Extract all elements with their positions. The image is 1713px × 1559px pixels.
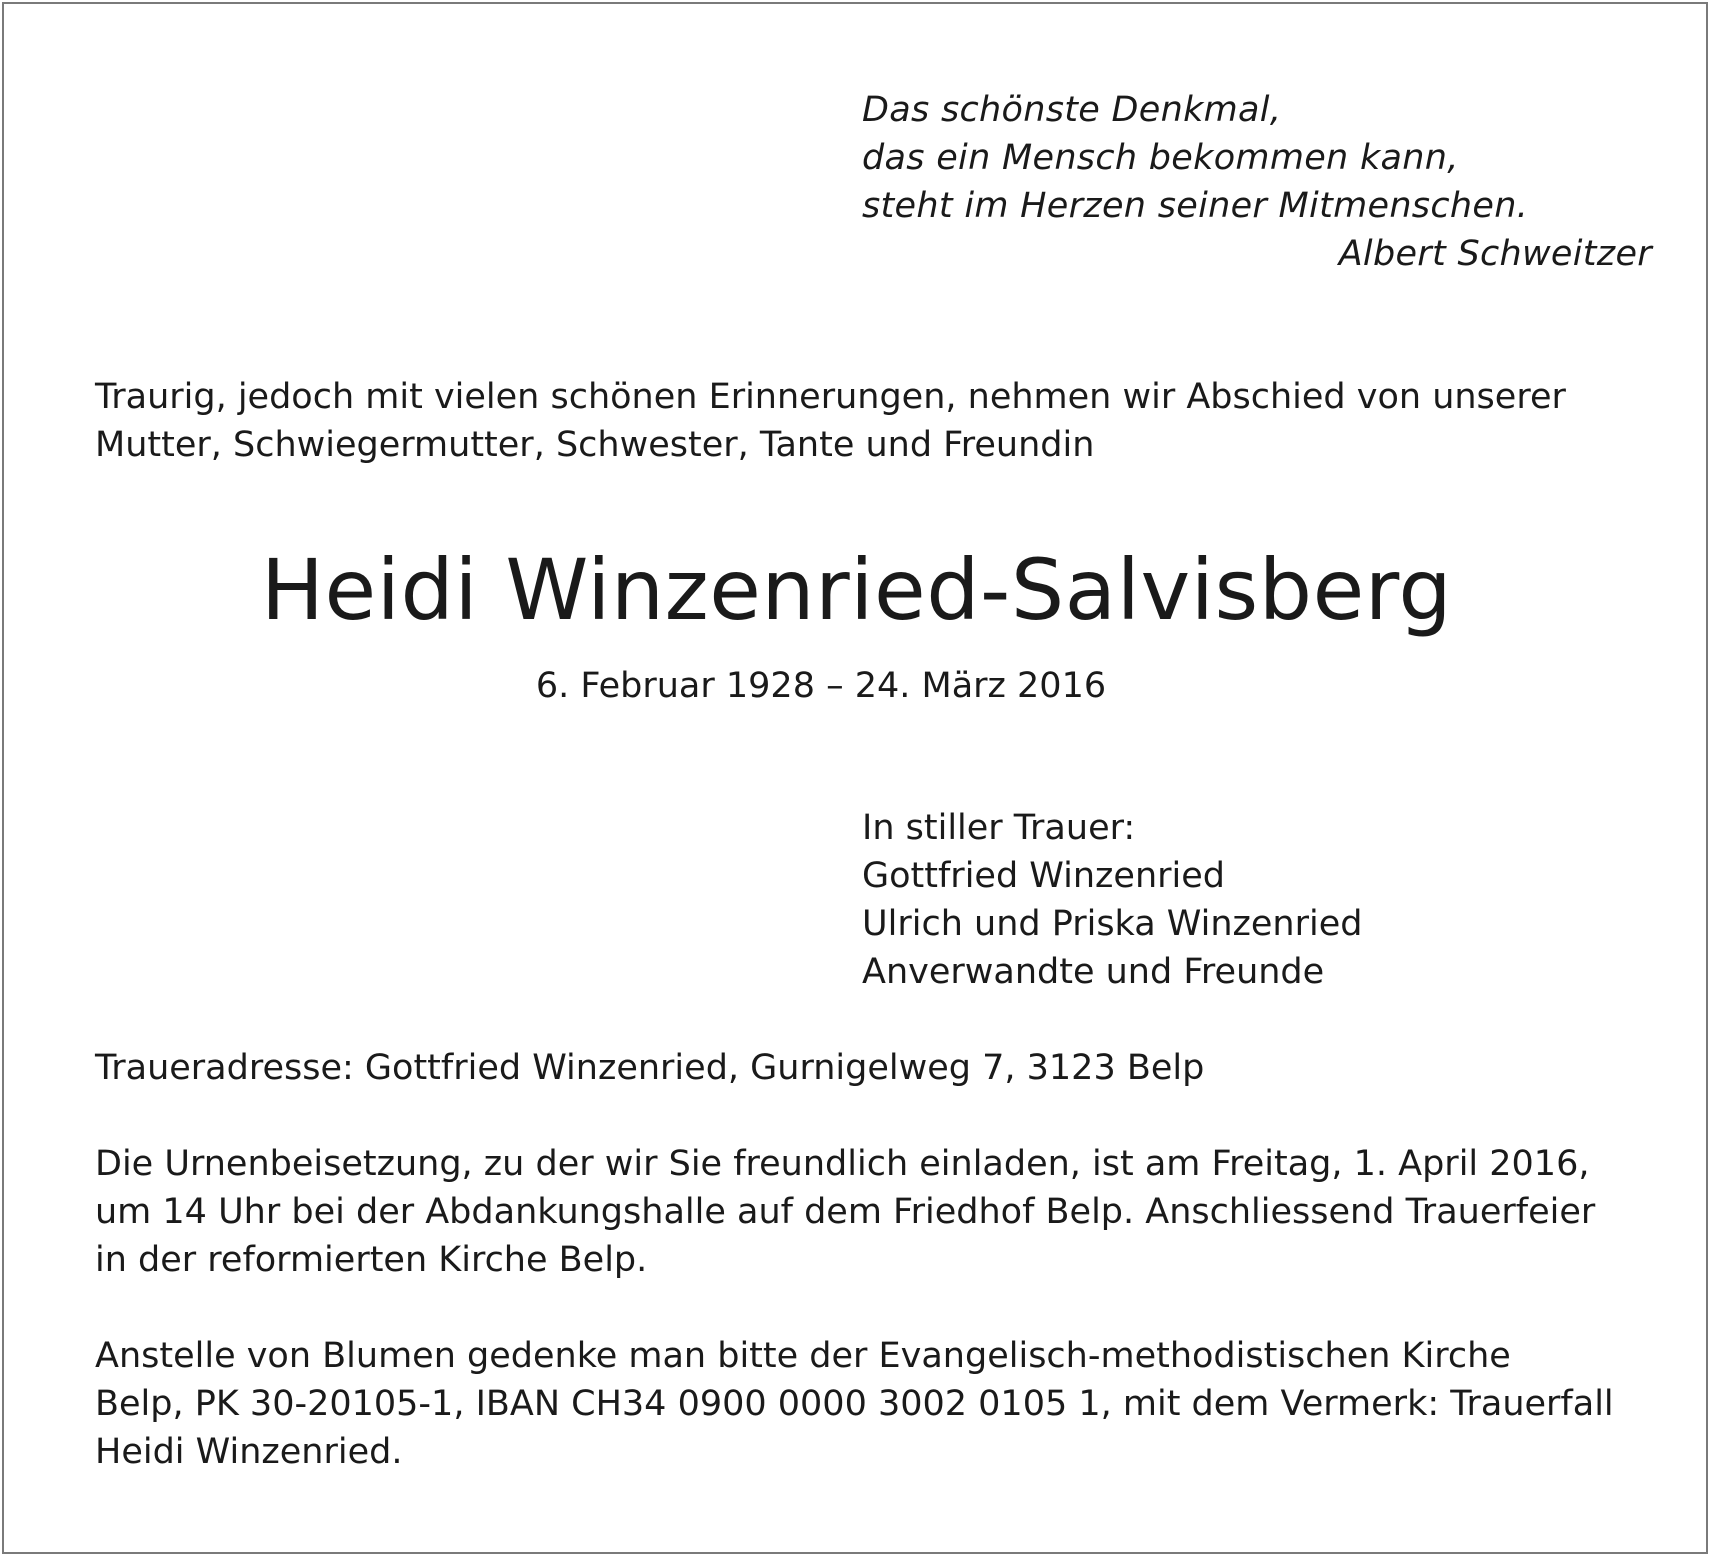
quote-line: steht im Herzen seiner Mitmenschen. <box>862 186 1529 226</box>
quote-line: Das schönste Denkmal, <box>862 90 1282 130</box>
intro-paragraph <box>95 373 1655 469</box>
burial-line: um 14 Uhr bei der Abdankungshalle auf dem Friedhof Belp. Anschliessend Trauerfeier <box>95 1192 1596 1232</box>
donation-line: Heidi Winzenried. <box>95 1432 403 1472</box>
deceased-name: Heidi Winzenried-Salvisberg <box>260 541 1453 639</box>
burial-line: in der reformierten Kirche Belp. <box>95 1240 648 1280</box>
burial-paragraph <box>95 1140 1655 1284</box>
mourning-address: Traueradresse: Gottfried Winzenried, Gurnigelweg 7, 3123 Belp <box>95 1048 1205 1088</box>
donation-line: Anstelle von Blumen gedenke man bitte der Evangelisch-methodistischen Kirche <box>95 1336 1511 1376</box>
quote-line: das ein Mensch bekommen kann, <box>862 138 1459 178</box>
intro-line: Traurig, jedoch mit vielen schönen Erinnerungen, nehmen wir Abschied von unserer <box>95 377 1566 417</box>
mourners-heading: In stiller Trauer: <box>862 808 1136 848</box>
mourner-name: Anverwandte und Freunde <box>862 952 1325 992</box>
epigraph-quote <box>862 86 1652 278</box>
mourner-name: Gottfried Winzenried <box>862 856 1225 896</box>
burial-line: Die Urnenbeisetzung, zu der wir Sie freundlich einladen, ist am Freitag, 1. April 2016, <box>95 1144 1590 1184</box>
mourners-block <box>862 804 1642 996</box>
intro-line: Mutter, Schwiegermutter, Schwester, Tante und Freundin <box>95 425 1095 465</box>
mourner-name: Ulrich und Priska Winzenried <box>862 904 1363 944</box>
quote-author: Albert Schweitzer <box>1338 234 1652 274</box>
donation-line: Belp, PK 30-20105-1, IBAN CH34 0900 0000 3002 0105 1, mit dem Vermerk: Trauerfall <box>95 1384 1614 1424</box>
donation-paragraph <box>95 1332 1655 1476</box>
life-dates: 6. Februar 1928 – 24. März 2016 <box>535 666 1107 706</box>
